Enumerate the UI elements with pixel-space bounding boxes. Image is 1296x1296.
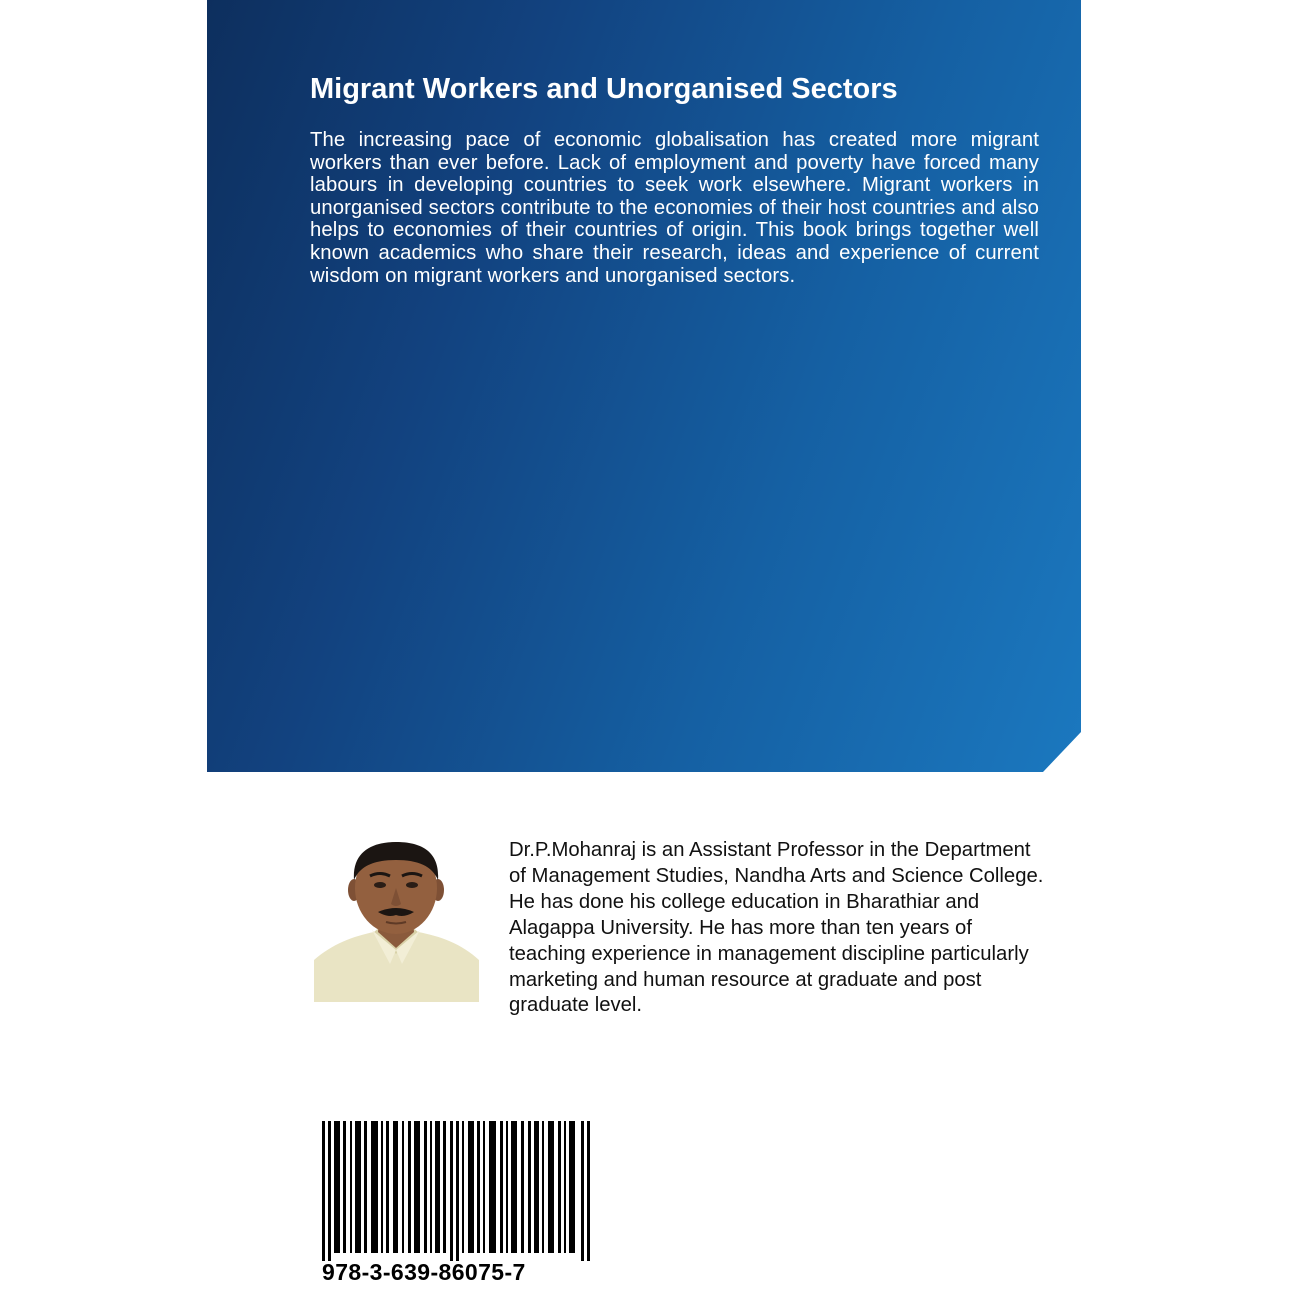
book-description: The increasing pace of economic globalisation has created more migrant workers than ever before. Lack of employment and poverty have forced many labours in developing countries to seek work elsewhere. Migrant workers in unorganised sectors contribute to the economies of their host countries and also helps to economies of their countries of origin. This book brings together well known academics who share their research, ideas and experience of current wisdom on migrant workers and unorganised sectors.	[310, 129, 1039, 287]
book-title: Migrant Workers and Unorganised Sectors	[310, 73, 898, 105]
isbn-barcode	[322, 1121, 590, 1261]
isbn-number: 978-3-639-86075-7	[322, 1259, 526, 1285]
author-photo	[314, 832, 479, 1002]
author-bio: Dr.P.Mohanraj is an Assistant Professor in the Department of Management Studies, Nandha Arts and Science College. He has done his college education in Bharathiar and Alagappa University. He has more than ten years of teaching experience in management discipline particularly marketing and human resource at graduate and post graduate level.	[509, 839, 1044, 1017]
cover-blue-panel	[207, 0, 1081, 772]
